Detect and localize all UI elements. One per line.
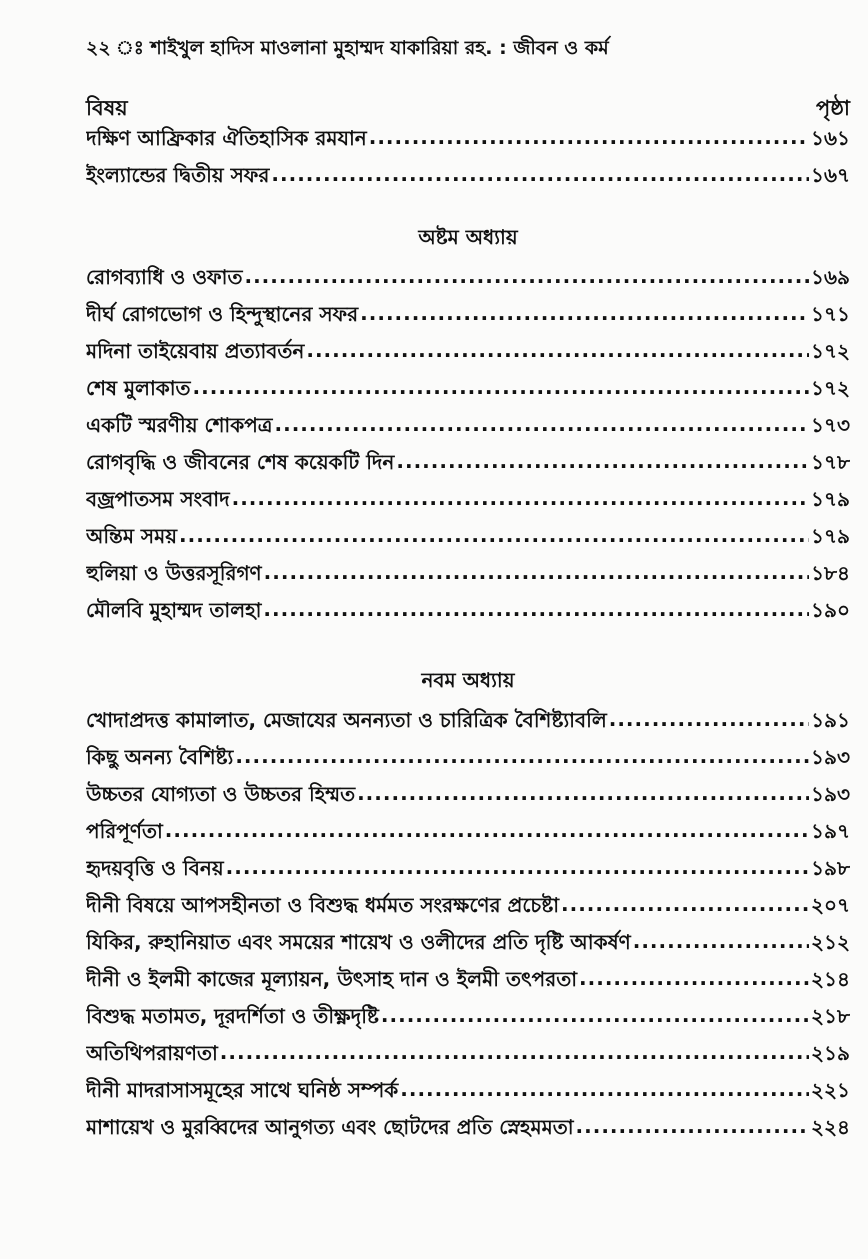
- toc-entry-title: মদিনা তাইয়েবায় প্রত্যাবর্তন: [86, 339, 305, 363]
- toc-entry-page: ১৯৭: [811, 819, 850, 843]
- dot-leader: [193, 375, 809, 399]
- toc-entry: [86, 411, 850, 448]
- toc-entry: [86, 263, 850, 300]
- toc-entry-page: ১৯১: [811, 708, 850, 732]
- toc-entry-title: একটি স্মরণীয় শোকপত্র: [86, 413, 273, 437]
- toc-entry: [86, 780, 850, 817]
- toc-entry-page: ১৯৩: [811, 782, 850, 806]
- dot-leader: [235, 744, 809, 768]
- toc-entry-page: ২০৭: [810, 893, 850, 917]
- dot-leader: [226, 855, 809, 879]
- toc-entry-page: ১৬৭: [811, 163, 850, 187]
- toc-entry-page: ১৭৯: [811, 487, 850, 511]
- toc-entry: [86, 337, 850, 374]
- dot-leader: [360, 301, 809, 325]
- toc-entry: [86, 928, 850, 965]
- toc-entry-title: হুলিয়া ও উত্তরসূরিগণ: [86, 561, 262, 585]
- toc-entry-title: দক্ষিণ আফ্রিকার ঐতিহাসিক রমযান: [86, 126, 367, 150]
- toc-entry-title: দীনী ও ইলমী কাজের মূল্যায়ন, উৎসাহ দান ও ইলমী তৎপরতা: [86, 967, 578, 991]
- toc-entry-title: ইংল্যান্ডের দ্বিতীয় সফর: [86, 163, 270, 187]
- dot-leader: [369, 125, 809, 149]
- toc-entry-page: ১৯৮: [811, 856, 850, 880]
- page-column-header: পৃষ্ঠা: [815, 96, 850, 120]
- dot-leader: [561, 892, 809, 916]
- toc-entry-page: ১৯৩: [811, 745, 850, 769]
- running-head: ২২ ঃ শাইখুল হাদিস মাওলানা মুহাম্মদ যাকারিয়া রহ. : জীবন ও কর্ম: [86, 37, 609, 59]
- toc-entry-title: বজ্রপাতসম সংবাদ: [86, 487, 230, 511]
- chapter-heading: নবম অধ্যায়: [421, 668, 515, 692]
- toc-entry-page: ১৭২: [811, 376, 850, 400]
- toc-entry: [86, 965, 850, 1002]
- toc-entry-title: রোগব্যাধি ও ওফাত: [86, 265, 243, 289]
- toc-entry: [86, 522, 850, 559]
- toc-entry-page: ১৭৮: [811, 450, 850, 474]
- toc-entry: [86, 1039, 850, 1076]
- toc-entry-title: অতিথিপরায়ণতা: [86, 1041, 218, 1065]
- dot-leader: [579, 966, 809, 990]
- toc-entry: [86, 1113, 850, 1150]
- dot-leader: [275, 412, 810, 436]
- toc-entry: [86, 854, 850, 891]
- table-of-contents: [86, 124, 850, 1150]
- toc-entry-title: পরিপূর্ণতা: [86, 819, 163, 843]
- toc-entry-page: ১৮৪: [811, 561, 850, 585]
- toc-entry-title: দীনী বিষয়ে আপসহীনতা ও বিশুদ্ধ ধর্মমত সংরক্ষণের প্রচেষ্টা: [86, 893, 560, 917]
- dot-leader: [381, 1003, 809, 1027]
- toc-entry-title: শেষ মুলাকাত: [86, 376, 191, 400]
- toc-entry-page: ১৭১: [811, 302, 850, 326]
- dot-leader: [271, 162, 809, 186]
- dot-leader: [357, 781, 809, 805]
- dot-leader: [232, 486, 809, 510]
- toc-entry-title: রোগবৃদ্ধি ও জীবনের শেষ কয়েকটি দিন: [86, 450, 395, 474]
- toc-entry-page: ১৯০: [811, 598, 850, 622]
- toc-entry-page: ১৬৯: [811, 265, 850, 289]
- dot-leader: [264, 560, 809, 584]
- toc-entry-title: হৃদয়বৃত্তি ও বিনয়: [86, 856, 224, 880]
- toc-entry: [86, 161, 850, 198]
- toc-entry-title: দীর্ঘ রোগভোগ ও হিন্দুস্থানের সফর: [86, 302, 359, 326]
- subject-column-header: বিষয়: [86, 96, 128, 120]
- toc-entry-page: ১৬১: [811, 126, 850, 150]
- dot-leader: [576, 1114, 809, 1138]
- dot-leader: [244, 264, 809, 288]
- toc-entry-page: ২১৮: [811, 1004, 850, 1028]
- dot-leader: [165, 818, 809, 842]
- column-headers: [86, 92, 850, 127]
- toc-entry-title: খোদাপ্রদত্ত কামালাত, মেজাযের অনন্যতা ও চারিত্রিক বৈশিষ্ট্যাবলি: [86, 708, 607, 732]
- toc-entry-title: মৌলবি মুহাম্মদ তালহা: [86, 598, 262, 622]
- dot-leader: [609, 707, 809, 731]
- toc-entry-page: ২২৪: [811, 1115, 850, 1139]
- dot-leader: [263, 597, 809, 621]
- toc-entry: [86, 891, 850, 928]
- dot-leader: [220, 1040, 809, 1064]
- toc-entry-page: ১৭৯: [811, 524, 850, 548]
- toc-entry-page: ২২১: [811, 1078, 850, 1102]
- toc-entry-title: যিকির, রুহানিয়াত এবং সময়ের শায়েখ ও ওলীদের প্রতি দৃষ্টি আকর্ষণ: [86, 930, 631, 954]
- toc-entry-title: উচ্চতর যোগ্যতা ও উচ্চতর হিম্মত: [86, 782, 356, 806]
- toc-entry-title: দীনী মাদরাসাসমূহের সাথে ঘনিষ্ঠ সম্পর্ক: [86, 1078, 399, 1102]
- toc-entry: [86, 300, 850, 337]
- toc-entry: [86, 817, 850, 854]
- toc-entry: [86, 1002, 850, 1039]
- toc-entry: [86, 485, 850, 522]
- toc-entry-title: অন্তিম সময়: [86, 524, 177, 548]
- dot-leader: [400, 1077, 809, 1101]
- toc-entry-title: কিছু অনন্য বৈশিষ্ট্য: [86, 745, 234, 769]
- dot-leader: [633, 929, 809, 953]
- dot-leader: [179, 523, 809, 547]
- toc-entry-title: মাশায়েখ ও মুরব্বিদের আনুগত্য এবং ছোটদের প্রতি স্নেহমমতা: [86, 1115, 574, 1139]
- dot-leader: [396, 449, 809, 473]
- toc-entry-page: ১৭৩: [811, 413, 850, 437]
- toc-entry: [86, 124, 850, 161]
- toc-entry-page: ১৭২: [811, 339, 850, 363]
- toc-entry: [86, 743, 850, 780]
- toc-entry: [86, 374, 850, 411]
- chapter-heading: অষ্টম অধ্যায়: [418, 225, 518, 249]
- toc-entry: [86, 1076, 850, 1113]
- toc-entry-page: ২১৯: [811, 1041, 850, 1065]
- toc-entry-page: ২১৪: [811, 967, 850, 991]
- toc-entry: [86, 448, 850, 485]
- dot-leader: [306, 338, 809, 362]
- toc-entry: [86, 559, 850, 596]
- toc-entry-title: বিশুদ্ধ মতামত, দূরদর্শিতা ও তীক্ষ্ণদৃষ্টি: [86, 1004, 379, 1028]
- toc-entry: [86, 706, 850, 743]
- toc-entry-page: ২১২: [811, 930, 850, 954]
- toc-entry: [86, 596, 850, 633]
